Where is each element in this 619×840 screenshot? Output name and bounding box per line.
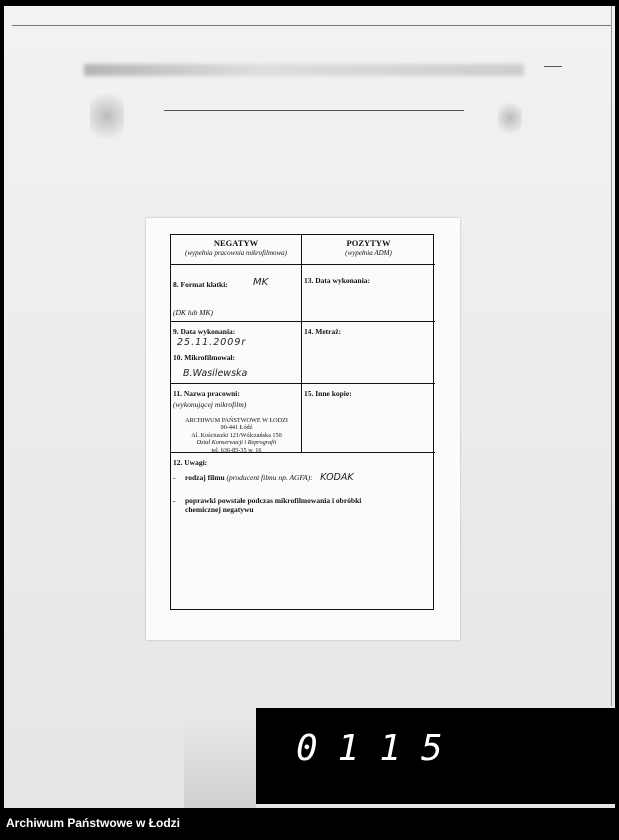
copies-label: 15. Inne kopie:: [304, 389, 352, 398]
stamp-line: ARCHIWUM PAŃSTWOWE W ŁODZI: [185, 417, 288, 424]
adm-date-cell: [302, 265, 435, 322]
microfilmed-by-label: 10. Mikrofilmował:: [173, 353, 235, 362]
film-edge-line: [611, 6, 612, 706]
stamp-line: Al. Kościuszki 121/Wólczańska 150: [191, 431, 282, 439]
record-form: [170, 234, 434, 610]
date-label: 9. Data wykonania:: [173, 327, 236, 336]
film-speckle: [498, 98, 522, 138]
workshop-cell: [171, 384, 302, 453]
film-type-prefix: rodzaj filmu: [185, 473, 227, 482]
format-value: MK: [253, 277, 269, 288]
archive-stamp: [171, 417, 302, 454]
negatyw-subtitle: (wypełnia pracownia mikrofilmowa): [184, 248, 287, 257]
stamp-line: Dział Konserwacji i Reprografii: [196, 439, 277, 447]
remarks-item-film: - rodzaj filmu (producent filmu np. AGFA): KODAK: [173, 472, 354, 483]
format-cell: [171, 265, 302, 322]
adm-date-label: 13. Data wykonania:: [304, 276, 371, 285]
remarks-cell: [171, 453, 435, 611]
date-cell: [171, 322, 302, 384]
metraz-cell: [302, 322, 435, 384]
footer-bar: [0, 808, 619, 840]
film-type-colon: :: [310, 473, 313, 482]
film-type-value: KODAK: [320, 472, 354, 483]
film-scratch-line: [544, 66, 562, 67]
film-edge-line: [12, 25, 612, 26]
film-stain: [84, 64, 524, 76]
film-type-hint: (producent filmu np. AGFA): [226, 473, 311, 482]
stamp-line: 90-441 Łódź: [220, 424, 253, 432]
pozytyw-title: POZYTYW: [346, 238, 391, 248]
format-label: 8. Format klatki:: [173, 280, 228, 289]
copies-cell: [302, 384, 435, 453]
film-scratch-line: [164, 110, 464, 111]
microfilm-record-card: [146, 218, 460, 640]
frame-counter: 0115: [296, 728, 463, 769]
negatyw-header: [171, 235, 302, 265]
pozytyw-header: [302, 235, 435, 265]
remarks-item-corrections: - poprawki powstałe podczas mikrofilmowania i obróbki chemicznej negatywu: [173, 497, 431, 514]
workshop-label: 11. Nazwa pracowni:: [173, 389, 240, 398]
frame-counter-panel: [256, 708, 619, 804]
pozytyw-subtitle: (wypełnia ADM): [345, 248, 392, 257]
corrections-line2: chemicznej negatywu: [185, 504, 254, 514]
negatyw-title: NEGATYW: [213, 238, 259, 248]
microfilmed-by-value: B.Wasilewska: [183, 368, 248, 379]
date-value: 25.11.2009r: [177, 337, 247, 348]
film-speckle: [90, 86, 124, 146]
corrections-line1: poprawki powstałe podczas mikrofilmowania i obróbki: [185, 496, 362, 505]
footer-archive-name: Archiwum Państwowe w Łodzi: [6, 816, 181, 830]
counter-notch: [184, 720, 256, 808]
metraz-label: 14. Metraż:: [304, 327, 342, 336]
workshop-sub: (wykonującej mikrofilm): [173, 400, 247, 409]
stamp-line: tel. 636-85-35 w. 16: [211, 446, 262, 454]
remarks-label: 12. Uwagi:: [173, 458, 208, 467]
format-hint: (DK lub MK): [173, 308, 213, 317]
